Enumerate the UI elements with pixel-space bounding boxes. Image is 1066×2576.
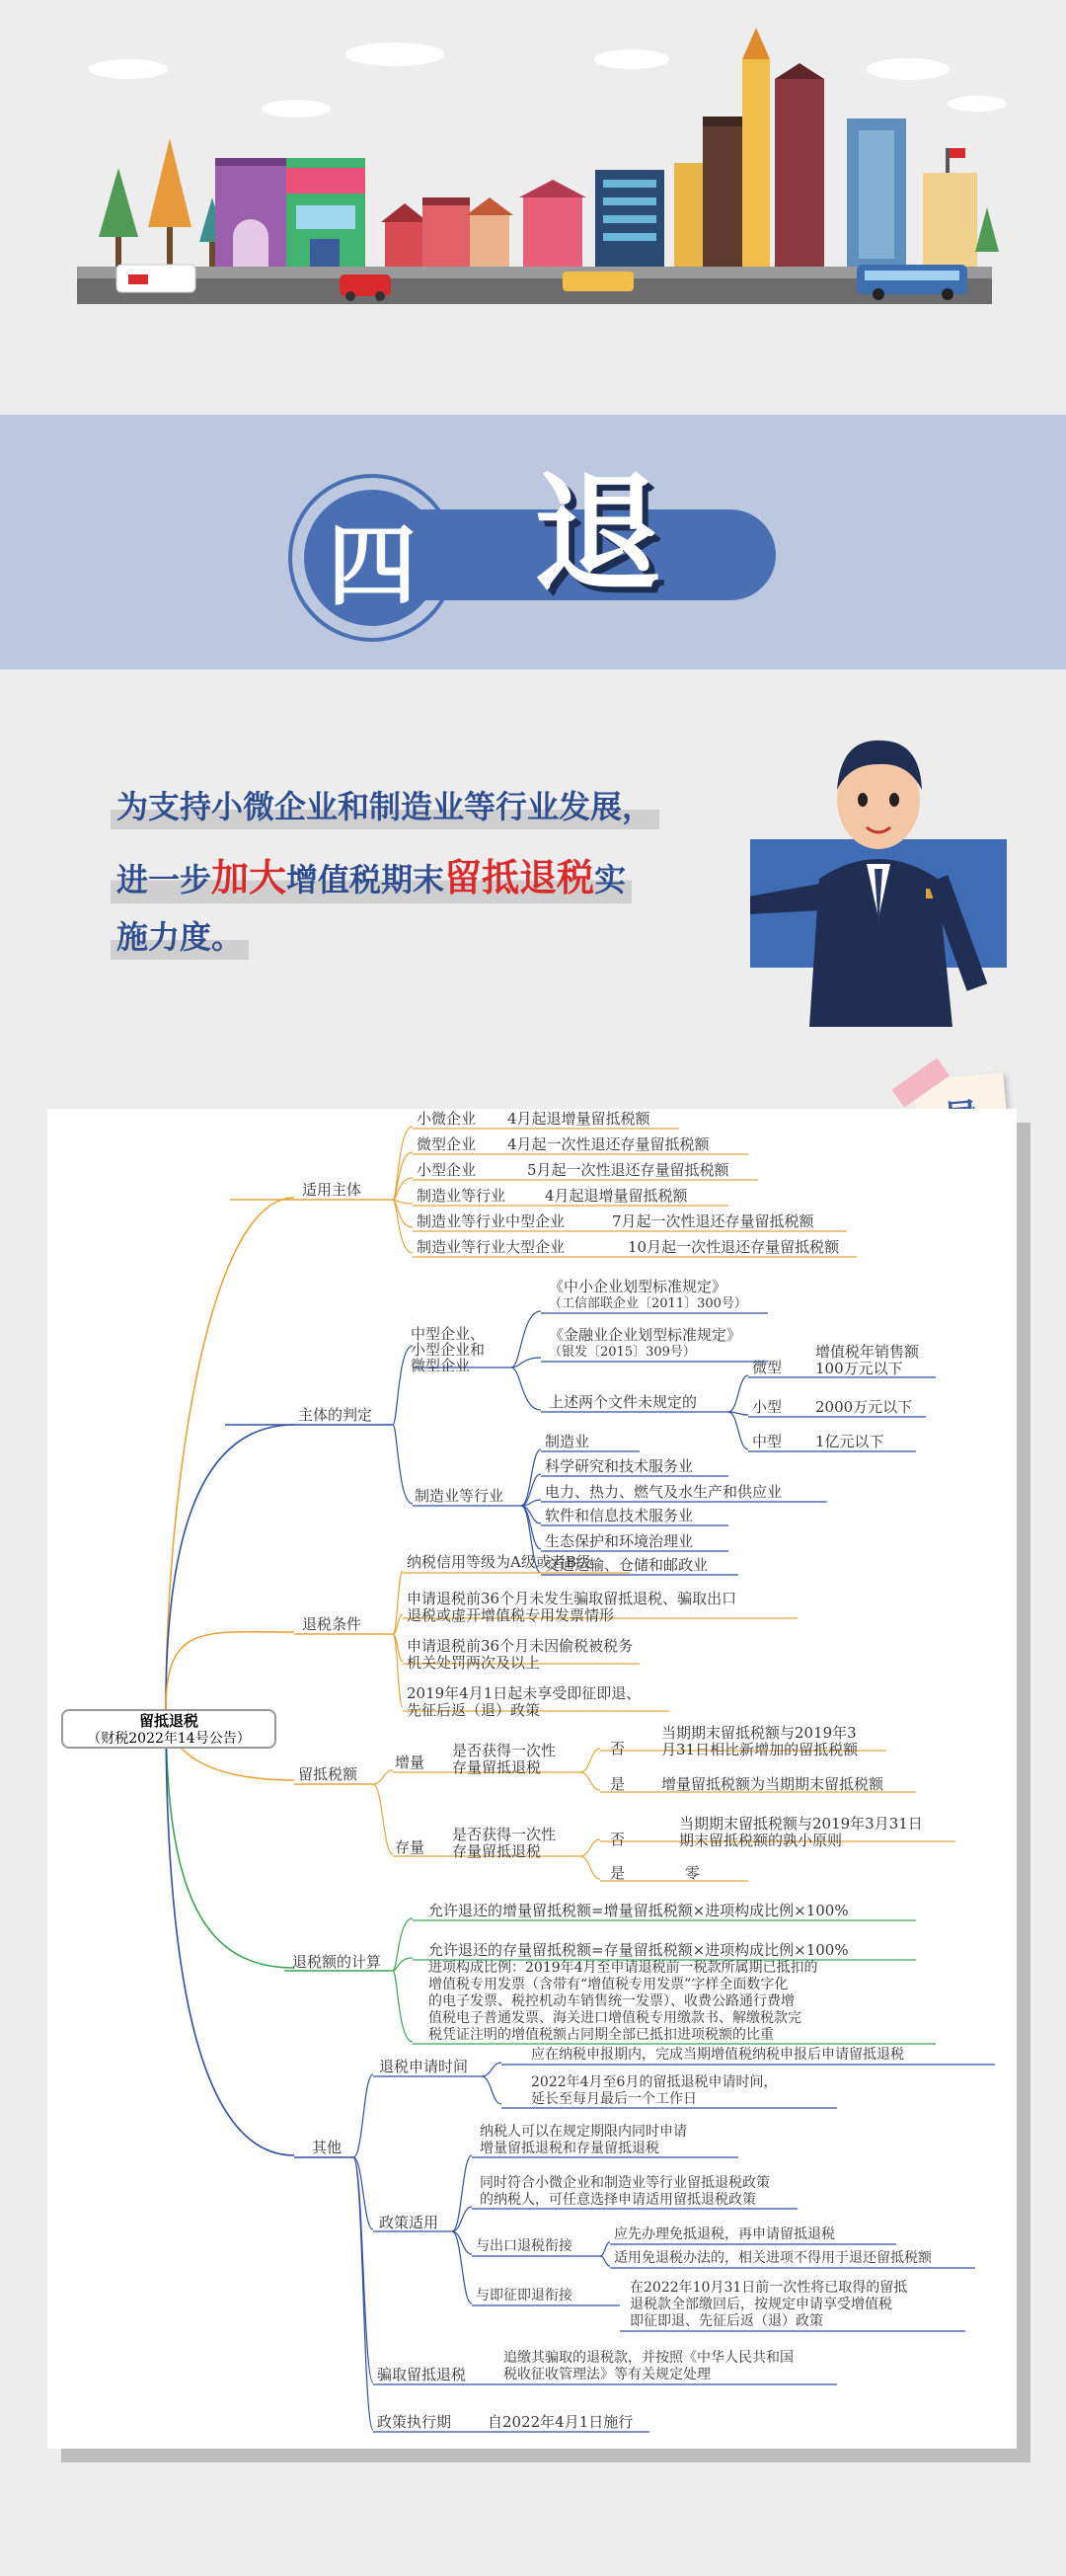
root-node <box>61 1709 276 1749</box>
definition: 税凭证注明的增值税额占同期全部已抵扣进项税额的比重 <box>428 2027 774 2043</box>
branch-conditions: 退税条件 <box>302 1615 362 1633</box>
definition: 进项构成比例：2019年4月至申请退税前一税款所属期已抵扣的 <box>428 1960 818 1976</box>
size-micro: 微型 <box>752 1359 783 1376</box>
fraud-rule: 追缴其骗取的退税款，并按照《中华人民共和国 <box>503 2350 794 2366</box>
scope-value: 4月起退增量留抵税额 <box>507 1110 650 1128</box>
root-title: 留抵退税 <box>138 1712 198 1730</box>
result: 期末留抵税额的孰小原则 <box>679 1832 843 1849</box>
tax-officer-illustration <box>750 691 1017 1027</box>
exec-date: 自2022年4月1日施行 <box>488 2413 634 2431</box>
sme-label: 微型企业 <box>411 1357 471 1374</box>
condition: 申请退税前36个月未因偷税被税务 <box>407 1637 634 1655</box>
industry-item: 电力、热力、燃气及水生产和供应业 <box>545 1483 783 1501</box>
export-rule: 应先办理免抵退税，再申请留抵退税 <box>614 2226 835 2242</box>
result: 当期期末留抵税额与2019年3月31日 <box>679 1815 923 1833</box>
result: 当期期末留抵税额与2019年3 <box>661 1724 857 1742</box>
scope-value: 4月起一次性退还存量留抵税额 <box>507 1135 710 1153</box>
answer-yes: 是 <box>610 1775 626 1793</box>
scope-key: 制造业等行业中型企业 <box>417 1212 566 1230</box>
scope-value: 5月起一次性退还存量留抵税额 <box>527 1161 729 1179</box>
industry-item: 科学研究和技术服务业 <box>545 1457 694 1475</box>
formula: 允许退还的增量留抵税额=增量留抵税额×进项构成比例×100% <box>428 1902 849 1919</box>
size-medium: 中型 <box>752 1433 783 1450</box>
policy-rule: 的纳税人，可任意选择申请适用留抵退税政策 <box>480 2192 756 2208</box>
intro-line-3: 施力度。 <box>111 910 249 960</box>
condition: 退税或虚开增值税专用发票情形 <box>407 1606 615 1624</box>
condition: 纳税信用等级为A级或者B级 <box>407 1553 591 1571</box>
branch-calculation: 退税额的计算 <box>292 1953 382 1971</box>
micro-threshold: 增值税年销售额 <box>815 1343 920 1361</box>
condition: 申请退税前36个月未发生骗取留抵退税、骗取出口 <box>407 1590 737 1607</box>
scope-key: 小型企业 <box>417 1161 477 1179</box>
question: 存量留抵退税 <box>452 1758 542 1776</box>
scope-value: 4月起退增量留抵税额 <box>545 1187 688 1205</box>
time-rule: 2022年4月至6月的留抵退税申请时间， <box>531 2074 778 2090</box>
time-rule: 应在纳税申报期内，完成当期增值税纳税申报后申请留抵退税 <box>531 2047 904 2063</box>
standard-doc-no: （工信部联企业〔2011〕300号） <box>549 1296 747 1311</box>
refund-label: 与即征即退衔接 <box>476 2288 572 2303</box>
export-rule: 适用免退税办法的，相关进项不得用于退还留抵税额 <box>614 2250 932 2266</box>
formula: 允许退还的存量留抵税额=存量留抵税额×进项构成比例×100% <box>428 1941 849 1959</box>
refund-rule: 在2022年10月31日前一次性将已取得的留抵 <box>630 2280 908 2296</box>
sme-label: 中型企业、 <box>411 1325 486 1343</box>
branch-credit-amount: 留抵税额 <box>298 1765 358 1783</box>
time-label: 退税申请时间 <box>379 2058 469 2075</box>
question: 是否获得一次性 <box>452 1742 557 1759</box>
scope-key: 制造业等行业大型企业 <box>417 1238 566 1256</box>
stock: 存量 <box>395 1838 425 1856</box>
section-title-band <box>0 415 1066 669</box>
branch-scope: 适用主体 <box>302 1181 362 1199</box>
answer-no: 否 <box>610 1831 626 1848</box>
micro-threshold: 100万元以下 <box>815 1360 903 1377</box>
intro-line-2: 进一步加大增值税期末留抵退税实 <box>111 845 632 903</box>
scope-value: 10月起一次性退还存量留抵税额 <box>628 1238 840 1256</box>
scope-value: 7月起一次性退还存量留抵税额 <box>612 1212 814 1230</box>
question: 存量留抵退税 <box>452 1842 542 1860</box>
branch-judge: 主体的判定 <box>298 1406 373 1424</box>
export-label: 与出口退税衔接 <box>476 2238 572 2254</box>
sme-label: 小型企业和 <box>411 1341 486 1359</box>
answer-no: 否 <box>610 1740 626 1757</box>
refund-rule: 退税款全部缴回后，按规定申请享受增值税 <box>630 2297 892 2312</box>
answer-yes: 是 <box>610 1864 626 1882</box>
definition: 值税电子普通发票、海关进口增值税专用缴款书、解缴税款完 <box>428 2010 801 2026</box>
result: 月31日相比新增加的留抵税额 <box>661 1741 859 1758</box>
policy-label: 政策适用 <box>379 2214 439 2231</box>
scope-key: 小微企业 <box>417 1110 477 1128</box>
standard-doc-no: （银发〔2015〕309号） <box>549 1345 696 1360</box>
small-threshold: 2000万元以下 <box>815 1398 913 1416</box>
policy-rule: 纳税人可以在规定期限内同时申请 <box>480 2124 687 2140</box>
policy-rule: 增量留抵退税和存量留抵退税 <box>480 2141 659 2156</box>
root-subtitle: （财税2022年14号公告） <box>87 1731 251 1747</box>
scope-key: 制造业等行业 <box>417 1187 506 1205</box>
definition: 的电子发票、税控机动车销售统一发票）、收费公路通行费增 <box>428 1993 795 2009</box>
fraud-rule: 税收征收管理法》等有关规定处理 <box>503 2367 711 2382</box>
industry-item: 生态保护和环境治理业 <box>545 1532 694 1550</box>
refund-rule: 即征即退、先征后返（退）政策 <box>630 2313 823 2329</box>
standard-doc: 《金融业企业划型标准规定》 <box>549 1326 742 1344</box>
medium-threshold: 1亿元以下 <box>815 1433 884 1450</box>
branch-other: 其他 <box>312 2139 343 2156</box>
exec-label: 政策执行期 <box>377 2413 452 2431</box>
size-small: 小型 <box>752 1398 783 1416</box>
condition: 2019年4月1日起未享受即征即退、 <box>407 1684 642 1702</box>
scope-key: 微型企业 <box>417 1135 477 1153</box>
policy-rule: 同时符合小微企业和制造业等行业留抵退税政策 <box>480 2175 770 2191</box>
section-number: 四 <box>328 514 417 618</box>
city-illustration <box>0 0 1066 415</box>
fraud-label: 骗取留抵退税 <box>377 2366 467 2383</box>
condition: 机关处罚两次及以上 <box>407 1654 541 1672</box>
time-rule: 延长至每月最后一个工作日 <box>531 2091 697 2107</box>
industry-item: 交通运输、仓储和邮政业 <box>545 1556 709 1574</box>
intro-line-1: 为支持小微企业和制造业等行业发展， <box>111 780 659 829</box>
unspecified-case: 上述两个文件未规定的 <box>549 1393 698 1411</box>
condition: 先征后返（退）政策 <box>407 1701 541 1719</box>
section-title: 退 <box>532 458 661 609</box>
result: 增量留抵税额为当期期末留抵税额 <box>661 1775 884 1793</box>
industry-item: 软件和信息技术服务业 <box>545 1507 694 1524</box>
question: 是否获得一次性 <box>452 1826 557 1843</box>
standard-doc: 《中小企业划型标准规定》 <box>549 1278 727 1295</box>
definition: 增值税专用发票（含带有“增值税专用发票”字样全面数字化 <box>428 1977 789 1992</box>
mfg-label: 制造业等行业 <box>415 1487 504 1505</box>
result: 零 <box>685 1864 701 1882</box>
industry-item: 制造业 <box>545 1433 590 1450</box>
mind-map <box>47 1109 1017 2449</box>
incremental: 增量 <box>395 1754 425 1771</box>
